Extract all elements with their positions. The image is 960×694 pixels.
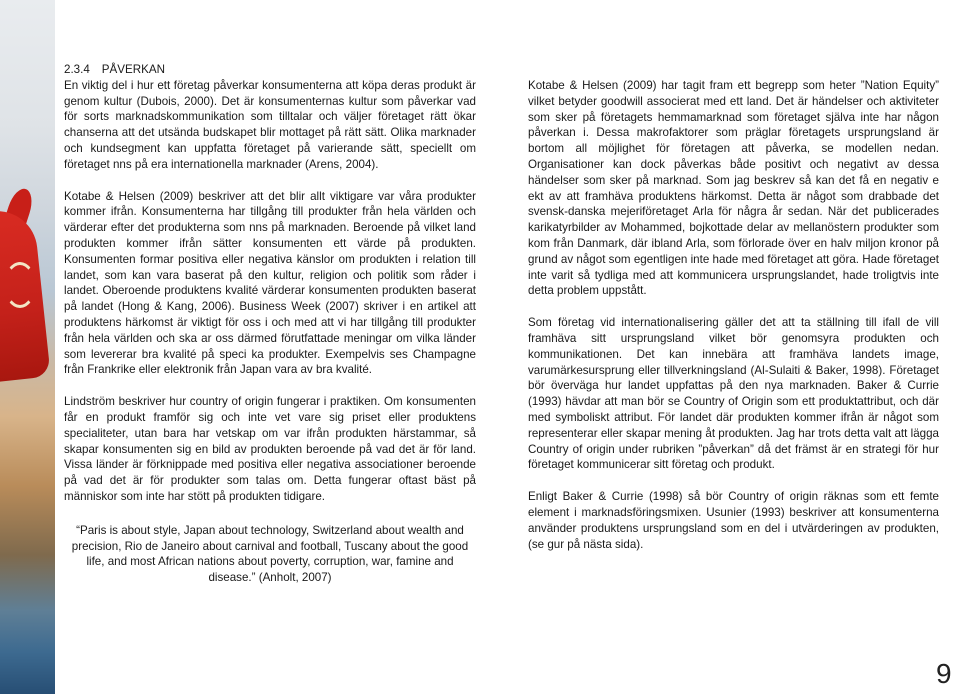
dala-horse-pattern	[4, 262, 36, 308]
section-number: 2.3.4	[64, 63, 90, 76]
right-column	[528, 78, 939, 552]
right-paragraph-1: Kotabe & Helsen (2009) har tagit fram ett begrepp som heter ”Nation Equity” vilket betyder goodwill associerat med ett land. Det är händelser och aktiviteter som sker på företagets hemmamarknad som företaget själva inte har någon påverkan i. Dessa makrofaktorer som präglar företagets ursprungsland är bortom all möjlighet för företagen att påverka, se modellen nedan. Organisationer kan dock påverkas både positivt och negativt av dessa händelser som sker på marknad. Som jag beskrev så kan det få en negativ e ekt av att framhäva produktens härkomst. Detta är något som drabbade det svensk-danska mejeriföretaget Arla för några år sedan. När det publicerades karikatyrbilder av Mohammed, bojkottade delar av mellanöstern produkter som kom från Danmark, där ibland Arla, som förlorade över en halv miljon kronor på grund av något som egentligen inte hade med företaget att göra. Hade företaget inte varit så tydliga med att kommunicera ursprungslandet, hade troligtvis inte detta problem uppstått.	[528, 79, 939, 298]
left-paragraph-2: Kotabe & Helsen (2009) beskriver att det blir allt viktigare var våra produkter kommer ifrån. Konsumenterna har tillgång till produkter från hela världen och värderar efter det produkterna som nns på marknaden. Beroende på vilket land produkten kommer ifrån sätter konsumenten ett värde på produkten. Konsumenten formar positiva eller negativa känslor om produkten i relation till landet, som kan vara baserat på den kultur, religion och politik som råder i landet. Oberoende produktens kvalité värderar konsumenten produkten baserat på landet (Hong & Kang, 2006). Business Week (2007) skriver i en artikel att produktens härkomst är viktigt för oss i och med att vi har tillgång till produkter från hela världen och ska ar oss därmed förutfattade meningar om vilka länder som levererar bra kvalité på speci ka produkter. Exempelvis ses Champagne från Frankrike eller elektronik från Japan vara av bra kvalité.	[64, 189, 476, 377]
left-paragraph-3: Lindström beskriver hur country of origin fungerar i praktiken. Om konsumenten får en produkt framför sig och inte vet vare sig priset eller produktens specialiteter, utan bara har vetskap om var ifrån produkten härstammar, så skapar konsumenten sig en bild av produkten beroende på vad det är för land. Vissa länder är förknippade med positiva eller negativa associationer beroende på vad det är för produkter som talas om. Detta fungerar oftast bäst på människor som inte har stött på produkten tidigare.	[64, 395, 476, 503]
side-photo	[0, 0, 55, 694]
anholt-quote: “Paris is about style, Japan about technology, Switzerland about wealth and precision, Rio de Janeiro about carnival and football, Tuscany about the good life, and most African nations about poverty, corruption, war, famine and disease.” (Anholt, 2007)	[71, 523, 469, 585]
section-heading	[64, 62, 476, 78]
section-title: PÅVERKAN	[101, 63, 165, 76]
right-paragraph-2: Som företag vid internationalisering gäller det att ta ställning till ifall de vill framhäva sitt ursprungsland vilket bör genomsyra produkten och kommunikationen. Det kan innebära att framhäva landets image, varumärkesursprung eller tillverkningsland (Al-Sulaiti & Baker, 1998). Företaget bör överväga hur landet uppfattas på den nya marknaden. Baker & Currie (1993) hävdar att man bör se Country of Origin som ett produktattribut, och där med symboliskt attribut. För landet där produkten kommer ifrån är något som representerar eller skapar mening åt produkten. Jag har trots detta valt att lägga Country of origin under rubriken ”påverkan” då det främst är en strategi för hur företaget kommunicerar sitt företag och produkt.	[528, 316, 939, 472]
left-column	[64, 62, 476, 586]
left-paragraph-1: En viktig del i hur ett företag påverkar konsumenterna att köpa deras produkt är genom kultur (Dubois, 2000). Det är konsumenternas kultur som påverkar vad för sorts marknadskommunikation som tilltalar och väljer företaget rätt ökar chanserna att det utsända budskapet blir mottaget på rätt sätt. Olika marknader och kundsegment kan uppfatta företaget på varierande sätt, speciellt om företaget nns på era internationella marknader (Arens, 2004).	[64, 78, 476, 171]
page-number: 9	[936, 658, 952, 689]
right-paragraph-3: Enligt Baker & Currie (1998) så bör Country of origin räknas som ett femte element i marknadsföringsmixen. Usunier (1993) beskriver att konsumenterna använder produktens ursprungsland som en del i utvärderingen av produkten, (se gur på nästa sida).	[528, 490, 939, 551]
